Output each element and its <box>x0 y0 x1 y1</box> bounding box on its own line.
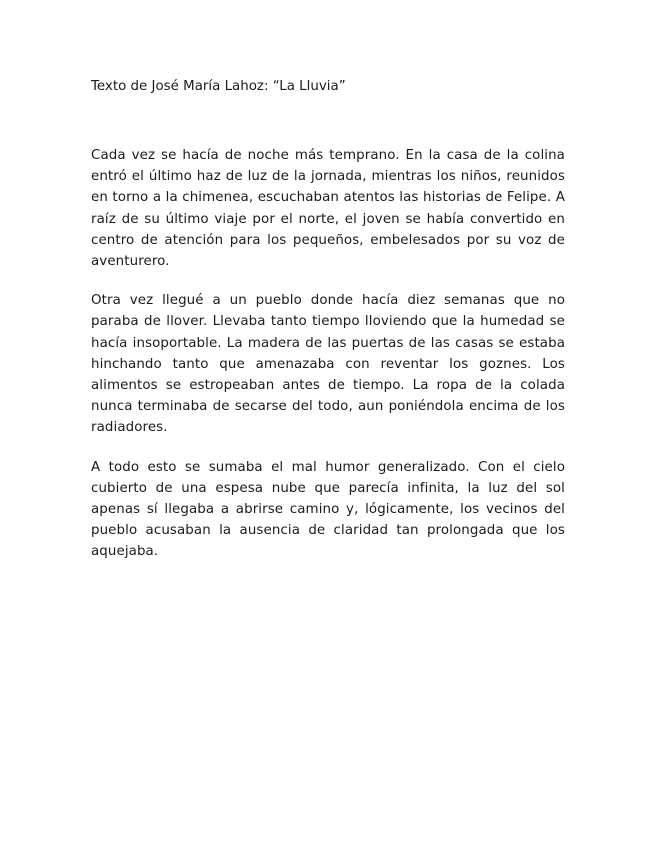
document-body <box>91 145 565 581</box>
paragraph-2: Otra vez llegué a un pueblo donde hacía diez semanas que no paraba de llover. Llevaba tanto tiempo lloviendo que la humedad se hacía insoportable. La madera de las puertas de las casas se estaba hinchando tanto que amenazaba con reventar los goznes. Los alimentos se estropeaban antes de tiempo. La ropa de la colada nunca terminaba de secarse del todo, aun poniéndola encima de los radiadores. <box>91 293 565 436</box>
paragraph-1: Cada vez se hacía de noche más temprano. En la casa de la colina entró el último haz de luz de la jornada, mientras los niños, reunidos en torno a la chimenea, escuchaban atentos las historias de Felipe. A raíz de su último viaje por el norte, el joven se había convertido en centro de atención para los pequeños, embelesados por su voz de aventurero. <box>91 148 565 270</box>
paragraph-3: A todo esto se sumaba el mal humor generalizado. Con el cielo cubierto de una espesa nube que parecía infinita, la luz del sol apenas sí llegaba a abrirse camino y, lógicamente, los vecinos del pueblo acusaban la ausencia de claridad tan prolongada que los aquejaba. <box>91 459 565 560</box>
document-title: Texto de José María Lahoz: “La Lluvia” <box>91 79 346 94</box>
